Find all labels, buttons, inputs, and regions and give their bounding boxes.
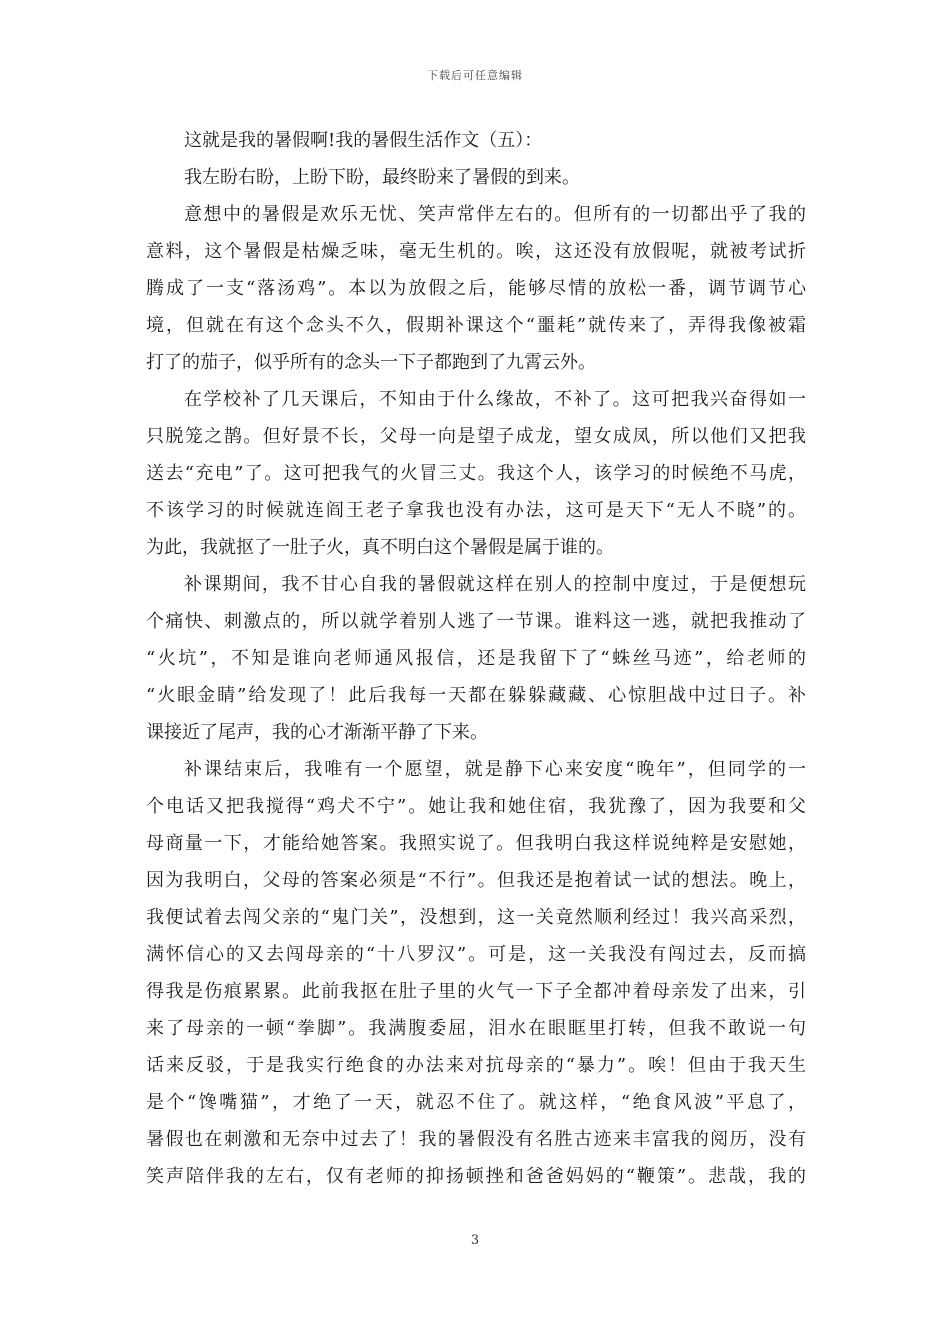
document-body bbox=[146, 122, 806, 1195]
page-number: 3 bbox=[470, 1233, 480, 1248]
text-line: 境，但就在有这个念头不久，假期补课这个“噩耗”就传来了，弄得我像被霜 bbox=[146, 315, 806, 336]
text-line: 意料，这个暑假是枯燥乏味，毫无生机的。唉，这还没有放假呢，就被考试折 bbox=[146, 241, 806, 262]
text-line: 是个“馋嘴猫”，才绝了一天，就忍不住了。就这样，“绝食风波”平息了， bbox=[146, 1092, 806, 1113]
page-header: 下载后可任意编辑 bbox=[427, 69, 523, 82]
text-line: 暑假也在刺激和无奈中过去了！我的暑假没有名胜古迹来丰富我的阅历，没有 bbox=[146, 1129, 806, 1150]
text-line: 送去“充电”了。这可把我气的火冒三丈。我这个人，该学习的时候绝不马虎， bbox=[146, 463, 806, 484]
title-line: 这就是我的暑假啊!我的暑假生活作文（五）： bbox=[184, 130, 543, 151]
text-line: 满怀信心的又去闯母亲的“十八罗汉”。可是，这一关我没有闯过去，反而搞 bbox=[146, 944, 806, 965]
text-line: 打了的茄子，似乎所有的念头一下子都跑到了九霄云外。 bbox=[146, 352, 596, 373]
text-line: “火坑”，不知是谁向老师通风报信，还是我留下了“蛛丝马迹”，给老师的 bbox=[146, 648, 806, 669]
text-line: 不该学习的时候就连阎王老子拿我也没有办法，这可是天下“无人不晓”的。 bbox=[146, 500, 806, 521]
text-line: 得我是伤痕累累。此前我抠在肚子里的火气一下子全都冲着母亲发了出来，引 bbox=[146, 981, 806, 1002]
text-line: 腾成了一支“落汤鸡”。本以为放假之后，能够尽情的放松一番，调节调节心 bbox=[146, 278, 806, 299]
text-line: 个电话又把我搅得“鸡犬不宁”。她让我和她住宿，我犹豫了，因为我要和父 bbox=[146, 796, 806, 817]
text-line: 意想中的暑假是欢乐无忧、笑声常伴左右的。但所有的一切都出乎了我的 bbox=[184, 204, 806, 225]
text-line: 为此，我就抠了一肚子火，真不明白这个暑假是属于谁的。 bbox=[146, 537, 614, 558]
text-line: “火眼金睛”给发现了！此后我每一天都在躲躲藏藏、心惊胆战中过日子。补 bbox=[146, 685, 806, 706]
text-line: 只脱笼之鹊。但好景不长，父母一向是望子成龙，望女成凤，所以他们又把我 bbox=[146, 426, 806, 447]
text-line: 因为我明白，父母的答案必须是“不行”。但我还是抱着试一试的想法。晚上， bbox=[146, 870, 806, 891]
text-line: 课接近了尾声，我的心才渐渐平静了下来。 bbox=[146, 722, 488, 743]
text-line: 笑声陪伴我的左右，仅有老师的抑扬顿挫和爸爸妈妈的“鞭策”。悲哉，我的 bbox=[146, 1166, 806, 1187]
text-line: 话来反驳，于是我实行绝食的办法来对抗母亲的“暴力”。唉！但由于我天生 bbox=[146, 1055, 806, 1076]
text-line: 在学校补了几天课后，不知由于什么缘故，不补了。这可把我兴奋得如一 bbox=[184, 389, 806, 410]
text-line: 来了母亲的一顿“拳脚”。我满腹委屈，泪水在眼眶里打转，但我不敢说一句 bbox=[146, 1018, 806, 1039]
text-line: 我左盼右盼，上盼下盼，最终盼来了暑假的到来。 bbox=[184, 167, 580, 188]
text-line: 我便试着去闯父亲的“鬼门关”，没想到，这一关竟然顺利经过！我兴高采烈， bbox=[146, 907, 806, 928]
text-line: 个痛快、刺激点的，所以就学着别人逃了一节课。谁料这一逃，就把我推动了 bbox=[146, 611, 806, 632]
text-line: 补课期间，我不甘心自我的暑假就这样在别人的控制中度过，于是便想玩 bbox=[184, 574, 806, 595]
text-line: 母商量一下，才能给她答案。我照实说了。但我明白我这样说纯粹是安慰她， bbox=[146, 833, 806, 854]
text-line: 补课结束后，我唯有一个愿望，就是静下心来安度“晚年”，但同学的一 bbox=[184, 759, 806, 780]
